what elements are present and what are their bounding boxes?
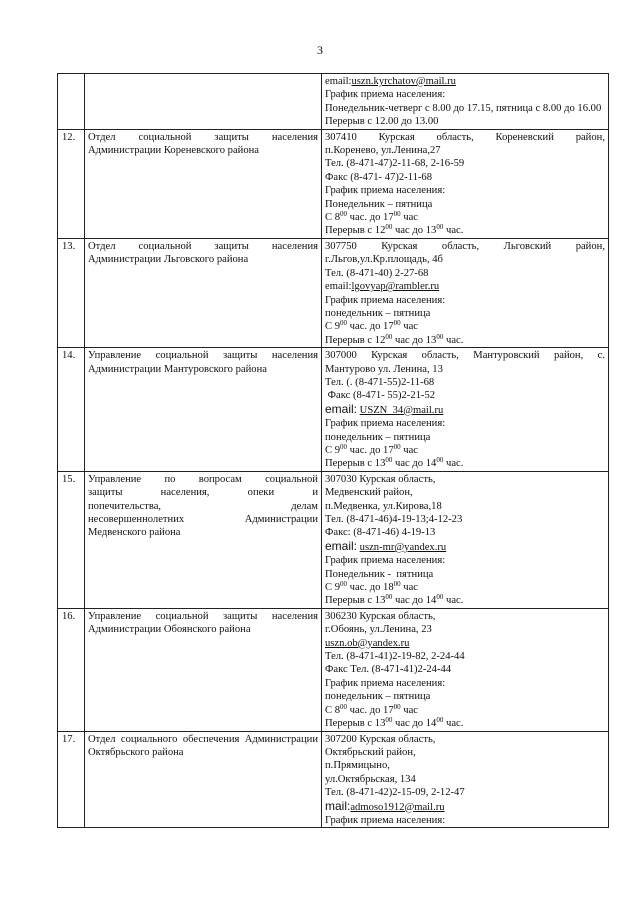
office-contacts: [322, 471, 609, 608]
address-part: Курская: [381, 240, 418, 252]
table-row: [58, 731, 609, 828]
office-contacts: [322, 74, 609, 130]
schedule-title: График приема населения:: [325, 677, 446, 689]
office-name: [85, 471, 322, 608]
office-name-line: Управление по вопросам социальной: [88, 473, 318, 485]
schedule-hours: С $8^{00}$ час. до $17^{00}$ час: [325, 702, 419, 716]
email-label: email:: [325, 281, 352, 293]
table-row: [58, 129, 609, 238]
address-part: 307410: [325, 131, 357, 143]
table-row: [58, 74, 609, 130]
row-number: 17.: [58, 731, 85, 828]
table-row: [58, 238, 609, 347]
office-contacts: [322, 348, 609, 472]
schedule-days: понедельник – пятница: [325, 431, 431, 443]
address-line: [325, 240, 605, 253]
office-name-line: попечительства, делам: [88, 500, 318, 512]
email-line: [325, 800, 605, 814]
office-name: Отдел социальной защиты населения Администрации Льговского района: [85, 238, 322, 347]
row-number: 12.: [58, 129, 85, 238]
address-line: г.Обоянь, ул.Ленина, 23: [325, 624, 432, 636]
schedule-days: понедельник – пятница: [325, 691, 431, 703]
address-line: Мантурово ул. Ленина, 13: [325, 363, 443, 375]
table-row: [58, 471, 609, 608]
email-label: mail:: [325, 798, 351, 813]
email-label: email:: [325, 76, 352, 87]
email-line: [325, 403, 605, 417]
office-contacts: [322, 129, 609, 238]
phone-line: Тел. (8-471-47)2-11-68, 2-16-59: [325, 158, 465, 170]
office-contacts: [322, 238, 609, 347]
schedule-break: Перерыв с $12^{00}$ час до $13^{00}$ час.: [325, 223, 464, 237]
email-line: [325, 540, 605, 554]
table-row: [58, 348, 609, 472]
schedule-break: Перерыв с $13^{00}$ час до $14^{00}$ час.: [325, 593, 464, 607]
phone-line: Тел. (8-471-42)2-15-09, 2-12-47: [325, 787, 465, 799]
schedule-break: Перерыв с $13^{00}$ час до $14^{00}$ час.: [325, 716, 464, 730]
schedule-days: понедельник – пятница: [325, 307, 431, 319]
address-line: Медвенский район,: [325, 487, 413, 499]
email-link[interactable]: lgovyap@rambler.ru: [351, 281, 440, 293]
phone-line: Тел. (. (8-471-55)2-11-68: [325, 376, 435, 388]
fax-line: Факс (8-471- 55)2-21-52: [325, 390, 436, 402]
address-line: 307030 Курская область,: [325, 473, 436, 485]
office-name: [85, 74, 322, 130]
office-name: Отдел социальной защиты населения Администрации Кореневского района: [85, 129, 322, 238]
email-line: [325, 75, 605, 88]
office-name-line: несовершеннолетних Администрации: [88, 514, 318, 525]
address-part: район,: [575, 240, 605, 252]
address-part: с.: [597, 350, 605, 362]
address-line: г.Льгов,ул.Кр.площадь, 4б: [325, 254, 443, 266]
row-number: 13.: [58, 238, 85, 347]
address-part: Курская: [378, 131, 415, 143]
phone-line: Тел. (8-471-46)4-19-13;4-12-23: [325, 514, 463, 525]
fax-line: Факс (8-471- 47)2-11-68: [325, 171, 432, 183]
office-name: Управление социальной защиты населения Администрации Мантуровского района: [85, 348, 322, 472]
email-line: [325, 280, 605, 293]
address-line: [325, 349, 605, 362]
office-contacts: [322, 731, 609, 828]
address-line: п.Медвенка, ул.Кирова,18: [325, 500, 442, 512]
address-part: район,: [553, 350, 584, 362]
email-link[interactable]: uszn.ob@yandex.ru: [325, 637, 410, 649]
address-line: 307200 Курская область,: [325, 733, 436, 745]
address-part: Курская: [371, 350, 408, 362]
schedule-break: Перерыв с 12.00 до 13.00: [325, 116, 439, 128]
address-part: район,: [575, 131, 605, 143]
table-row: [58, 608, 609, 731]
office-name-line: защиты населения, опеки и: [88, 487, 318, 499]
schedule-title: График приема населения:: [325, 418, 446, 430]
schedule-hours: С $9^{00}$ час. до $17^{00}$ час: [325, 442, 419, 456]
schedule-title: График приема населения:: [325, 814, 446, 826]
address-part: область,: [441, 240, 480, 252]
address-part: 307000: [325, 350, 357, 362]
schedule-title: График приема населения:: [325, 555, 446, 567]
fax-line: Факс Тел. (8-471-41)2-24-44: [325, 664, 452, 676]
office-name: Отдел социального обеспечения Администрации Октябрьского района: [85, 731, 322, 828]
social-protection-offices-table: [57, 73, 609, 828]
row-number: 14.: [58, 348, 85, 472]
row-number: 16.: [58, 608, 85, 731]
office-contacts: [322, 608, 609, 731]
schedule-hours: С $9^{00}$ час. до $17^{00}$ час: [325, 319, 419, 333]
fax-line: Факс: (8-471-46) 4-19-13: [325, 527, 436, 539]
schedule-break: Перерыв с $12^{00}$ час до $13^{00}$ час.: [325, 332, 464, 346]
schedule-title: График приема населения:: [325, 89, 446, 101]
schedule-hours: С $9^{00}$ час. до $18^{00}$ час: [325, 580, 419, 594]
address-line: ул.Октябрьская, 134: [325, 773, 416, 785]
office-name-line: Медвенского района: [88, 527, 181, 539]
phone-line: Тел. (8-471-40) 2-27-68: [325, 267, 429, 279]
schedule-days: Понедельник-четверг с 8.00 до 17.15, пятница с 8.00 до 16.00: [325, 102, 602, 114]
email-link[interactable]: uszn.kyrchatov@mail.ru: [351, 76, 456, 87]
email-link[interactable]: admoso1912@mail.ru: [350, 801, 445, 813]
email-link[interactable]: uszn-mr@yandex.ru: [359, 541, 447, 553]
email-label: email:: [325, 401, 358, 416]
schedule-hours: С $8^{00}$ час. до $17^{00}$ час: [325, 210, 419, 224]
address-part: область,: [421, 350, 459, 362]
schedule-days: Понедельник – пятница: [325, 198, 433, 210]
phone-line: Тел. (8-471-41)2-19-82, 2-24-44: [325, 651, 465, 663]
address-line: п.Прямицыно,: [325, 760, 390, 772]
email-label: email:: [325, 538, 358, 553]
office-name: Управление социальной защиты населения Администрации Обоянского района: [85, 608, 322, 731]
row-number: [58, 74, 85, 130]
email-link[interactable]: USZN_34@mail.ru: [359, 404, 444, 416]
address-line: п.Коренево, ул.Ленина,27: [325, 145, 441, 157]
address-part: 307750: [325, 240, 357, 252]
address-part: Кореневский: [495, 131, 554, 143]
schedule-break: Перерыв с $13^{00}$ час до $14^{00}$ час.: [325, 456, 464, 470]
address-line: 306230 Курская область,: [325, 610, 436, 622]
schedule-title: График приема населения:: [325, 185, 446, 197]
row-number: 15.: [58, 471, 85, 608]
page-number: 3: [317, 43, 323, 57]
address-line: Октябрьский район,: [325, 746, 416, 758]
schedule-days: Понедельник - пятница: [325, 568, 434, 580]
schedule-title: График приема населения:: [325, 294, 446, 306]
address-part: область,: [436, 131, 474, 143]
address-part: Мантуровский: [473, 350, 540, 362]
address-line: [325, 131, 605, 144]
address-part: Льговский: [503, 240, 552, 252]
